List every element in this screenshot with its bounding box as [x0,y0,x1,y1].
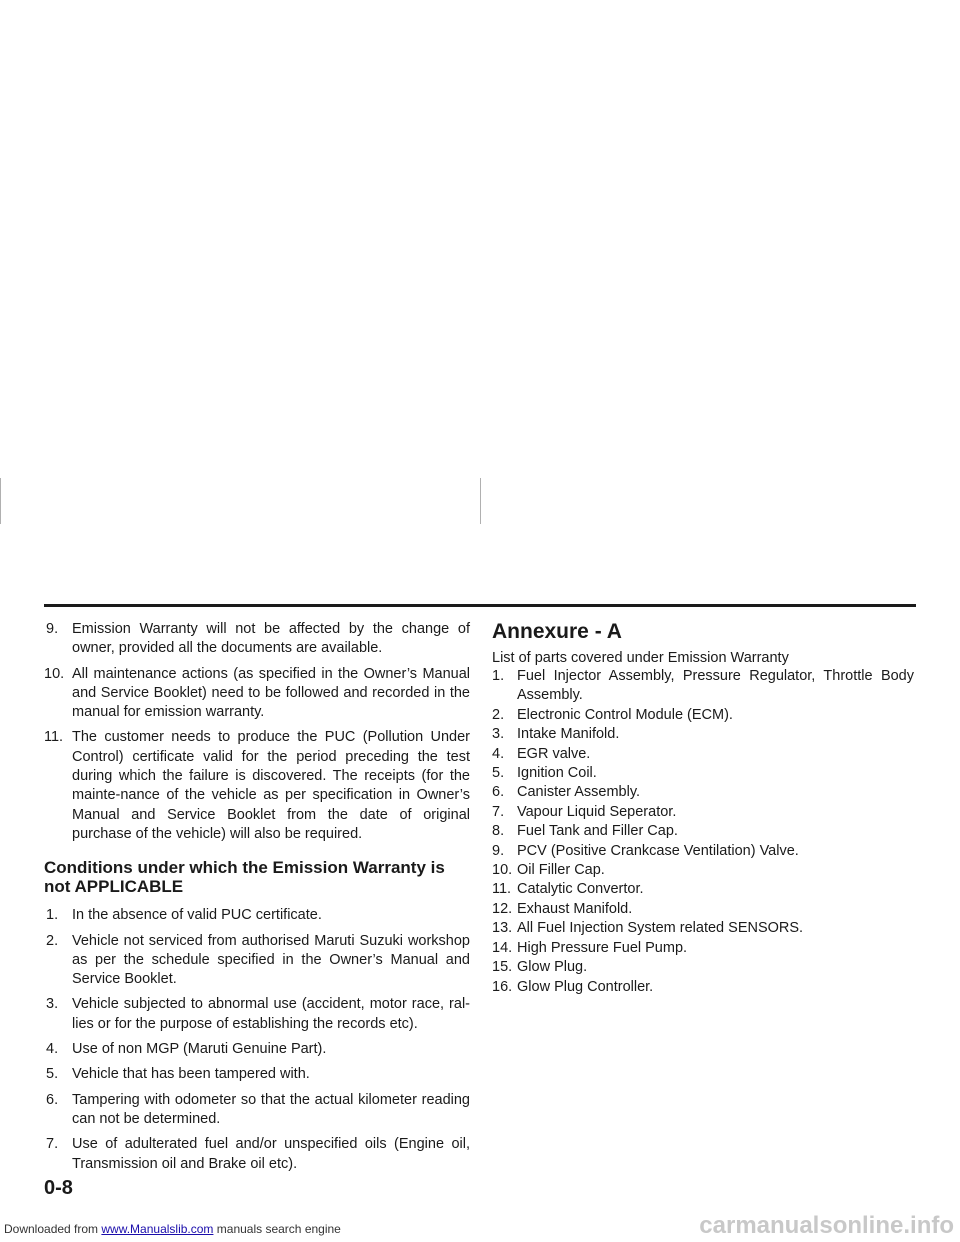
item-text: Intake Manifold. [517,726,620,743]
list-item [492,958,914,977]
footer-suffix: manuals search engine [213,1222,341,1236]
item-number: 6. [492,784,505,801]
item-number: 16. [492,978,513,995]
item-number: 2. [46,932,59,949]
left-column [44,620,470,1180]
list-item [44,1091,470,1130]
item-number: 2. [492,706,505,723]
item-number: 13. [492,920,513,937]
list-item [44,620,470,659]
item-number: 9. [492,842,505,859]
list-item [492,842,914,861]
item-number: 9. [46,621,59,637]
item-text: Vehicle that has been tampered with. [72,1066,310,1083]
list-item [492,822,914,841]
item-text: Use of non MGP (Maruti Genuine Part). [72,1041,327,1058]
page-number: 0-8 [44,1177,73,1199]
crop-mark-center [480,478,481,524]
item-number: 1. [492,668,505,684]
list-item [492,725,914,744]
item-text: PCV (Positive Crankcase Ventilation) Valve. [517,842,799,859]
item-text: Fuel Injector Assembly, Pressure Regulator, Throttle Body Assembly. [517,668,914,704]
item-number: 11. [44,729,64,746]
item-number: 7. [46,1136,59,1153]
section-rule [44,604,916,607]
list-item [492,919,914,938]
item-text: Use of adulterated fuel and/or unspecified oils (Engine oil, Transmission oil and Brake oil etc). [72,1136,470,1172]
list-item [44,1135,470,1174]
item-text: Glow Plug Controller. [517,978,654,995]
list-item [492,764,914,783]
item-text: Vapour Liquid Seperator. [517,803,677,820]
right-column [492,620,914,997]
list-item [492,745,914,764]
manualslib-link[interactable]: www.Manualslib.com [101,1222,214,1236]
list-item [492,900,914,919]
item-number: 7. [492,803,505,820]
list-item [44,1040,470,1059]
footer-credit [4,1222,341,1236]
item-number: 14. [492,939,513,956]
item-number: 11. [492,881,512,898]
list-item [492,978,914,997]
list-item [492,706,914,725]
item-number: 15. [492,959,513,976]
item-text: Emission Warranty will not be affected by the change of owner, provided all the documents are available. [72,621,470,657]
list-item [44,1065,470,1084]
item-text: Electronic Control Module (ECM). [517,706,733,723]
item-text: High Pressure Fuel Pump. [517,939,688,956]
list-item [44,995,470,1034]
item-number: 4. [46,1041,59,1058]
item-number: 6. [46,1091,59,1108]
item-text: Tampering with odometer so that the actual kilometer reading can not be determined. [72,1091,470,1127]
item-text: Oil Filler Cap. [517,862,605,879]
item-text: All maintenance actions (as specified in the Owner’s Manual and Service Booklet) need to be followed and recorded in the manual for emission warranty. [72,665,470,721]
annexure-intro: List of parts covered under Emission Warranty [492,650,789,666]
parts-list [492,667,914,997]
not-applicable-heading: Conditions under which the Emission Warranty is not APPLICABLE [44,858,445,897]
item-text: Vehicle subjected to abnormal use (accident, motor race, ral-lies or for the purpose of establishing the records etc). [72,996,470,1032]
list-item [44,728,470,844]
watermark-text: carmanualsonline.info [699,1212,954,1239]
item-text: Catalytic Convertor. [517,881,644,898]
item-number: 3. [46,996,59,1013]
item-text: Exhaust Manifold. [517,900,633,917]
item-number: 4. [492,745,505,762]
item-text: EGR valve. [517,745,591,762]
item-number: 12. [492,900,513,917]
list-item [492,939,914,958]
list-item [492,783,914,802]
item-number: 10. [44,665,65,682]
footer-prefix: Downloaded from [4,1222,102,1236]
item-number: 5. [46,1066,59,1083]
item-text: Canister Assembly. [517,784,641,801]
item-number: 3. [492,726,505,743]
list-item [492,880,914,899]
item-text: Vehicle not serviced from authorised Maruti Suzuki workshop as per the schedule specified in the Owner’s Manual and Service Booklet. [72,932,470,988]
list-item [492,861,914,880]
annexure-title: Annexure - A [492,620,622,643]
list-item [44,665,470,723]
item-text: Ignition Coil. [517,765,597,782]
item-text: All Fuel Injection System related SENSORS. [517,920,804,937]
list-item [492,667,914,706]
warranty-conditions-list [44,620,470,844]
list-item [44,932,470,990]
item-number: 10. [492,862,513,879]
item-text: Fuel Tank and Filler Cap. [517,823,678,840]
item-text: In the absence of valid PUC certificate. [72,907,322,924]
item-number: 1. [46,907,59,924]
item-text: Glow Plug. [517,959,588,976]
item-number: 8. [492,823,505,840]
list-item [44,906,470,925]
crop-mark-left [0,478,1,524]
not-applicable-list [44,906,470,1174]
item-number: 5. [492,765,505,782]
item-text: The customer needs to produce the PUC (Pollution Under Control) certificate valid for the period preceding the test during which the failure is discovered. The receipts (for the mainte-nance of the vehicle as per specification in Owner’s Manual and Service Booklet from the date of original purchase of the vehicle) will also be required. [72,729,470,842]
list-item [492,803,914,822]
